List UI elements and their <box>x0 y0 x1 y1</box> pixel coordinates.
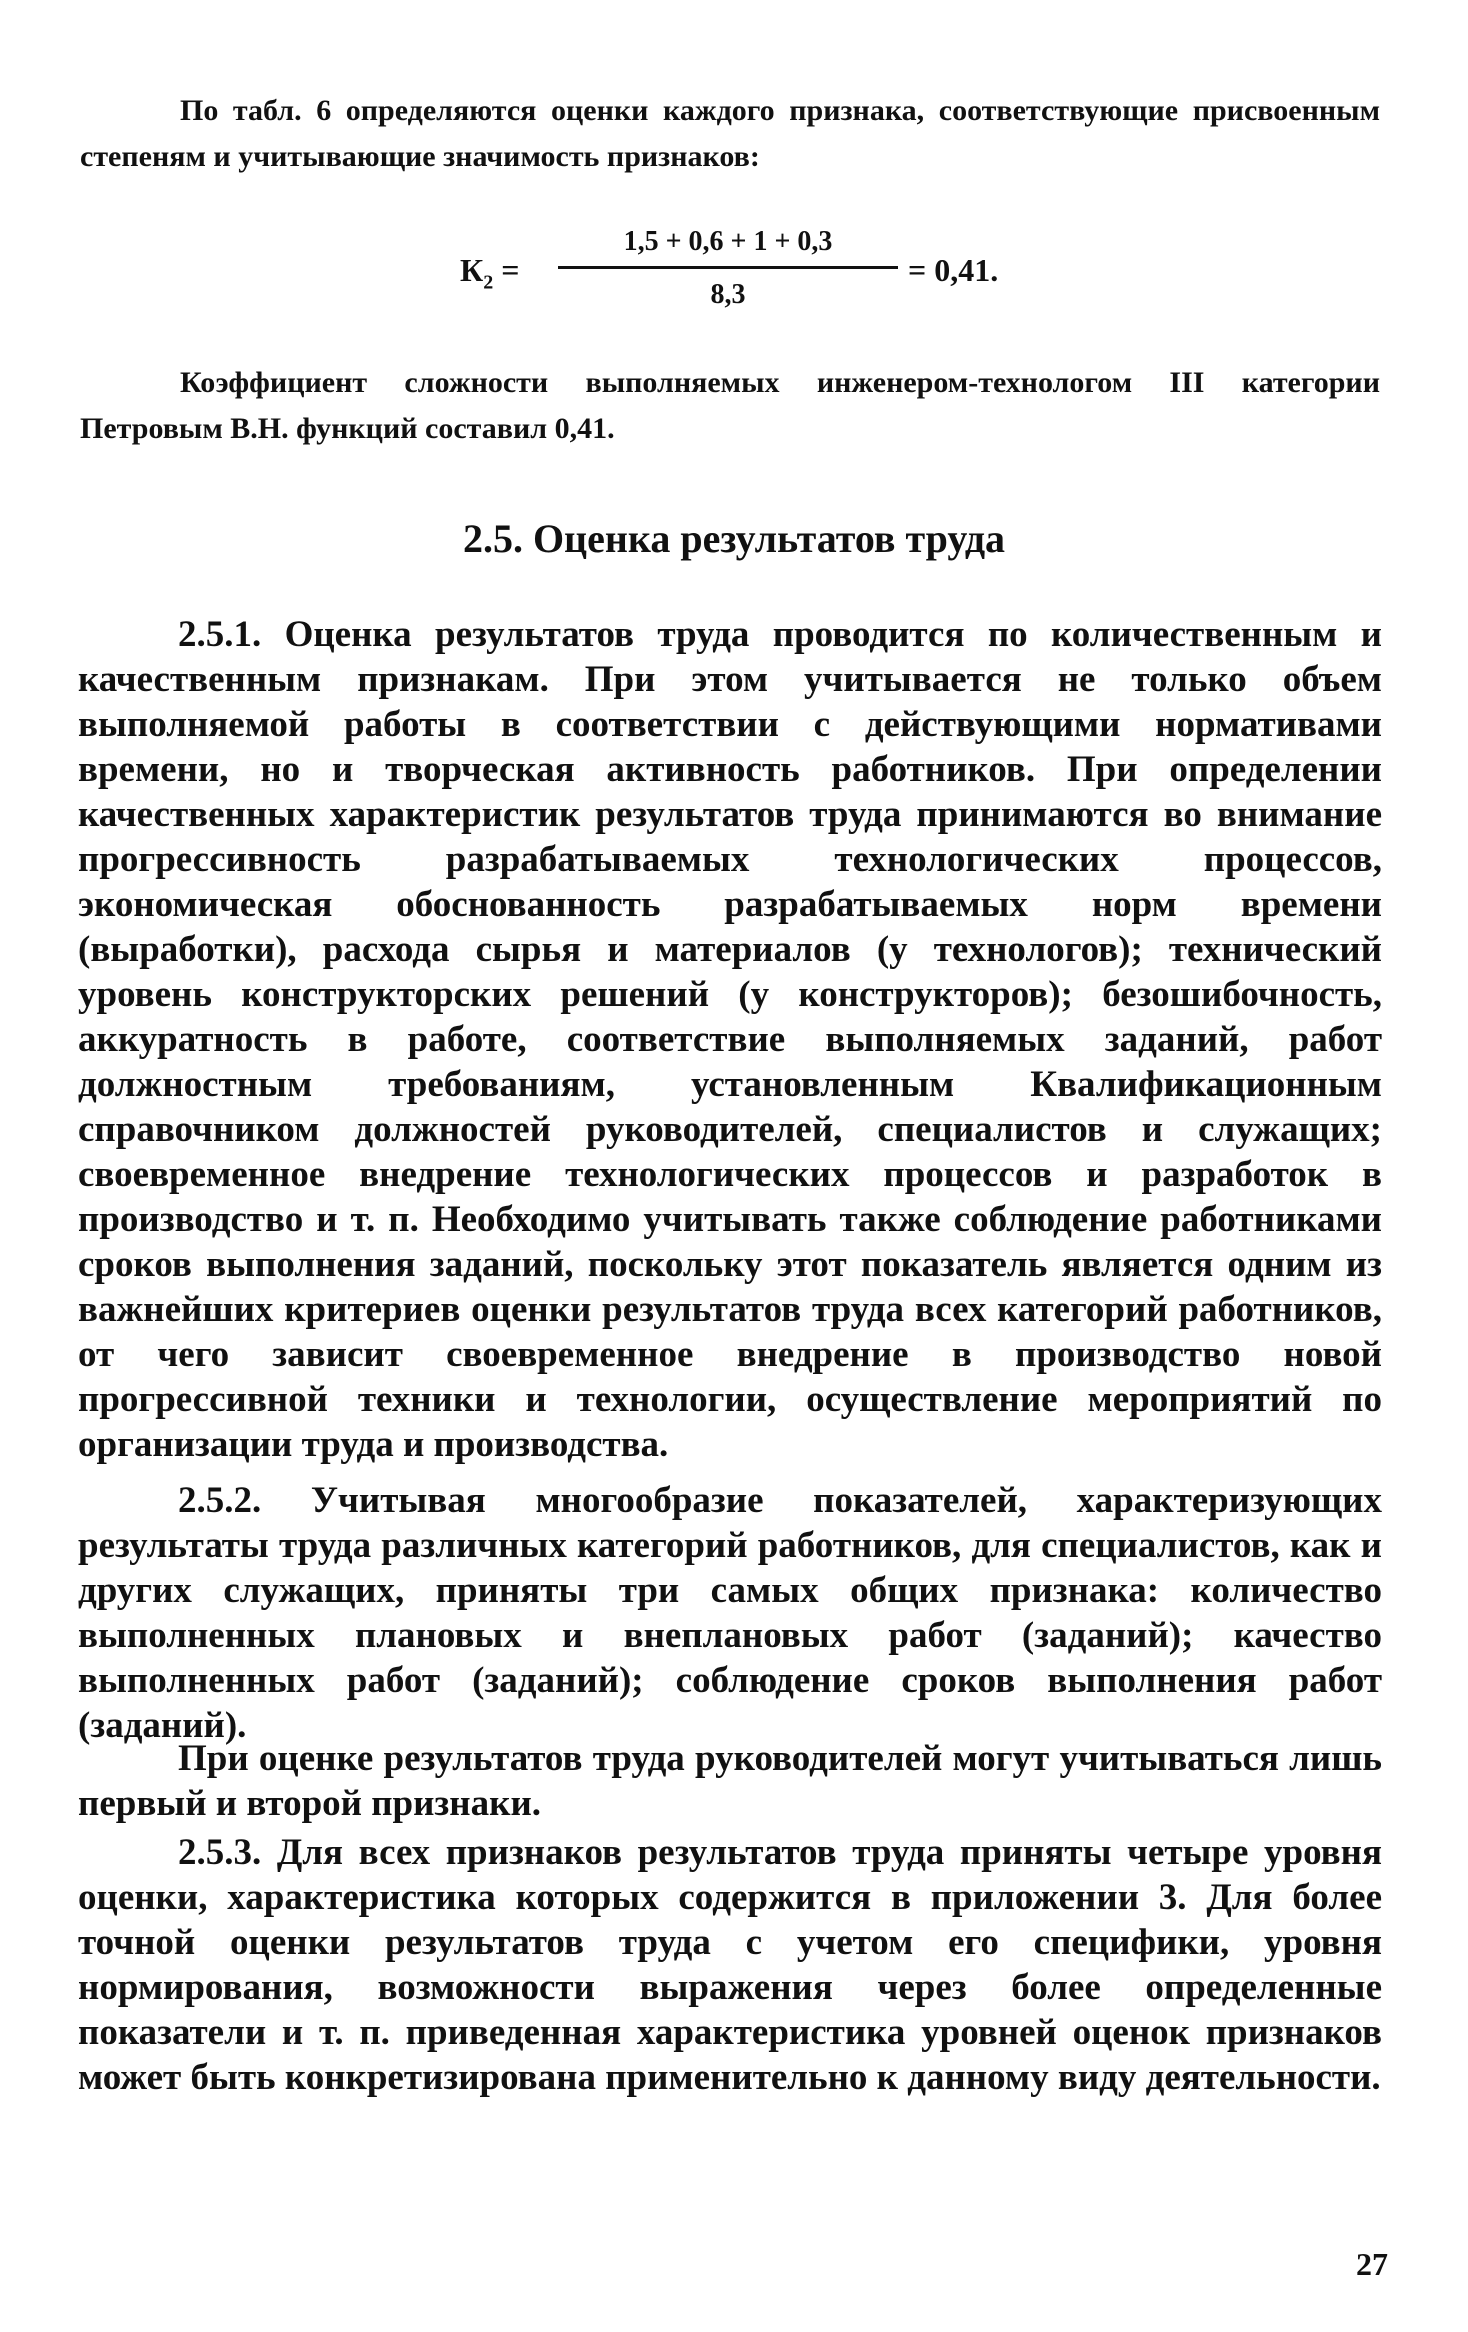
formula-denominator: 8,3 <box>710 279 746 310</box>
paragraph-managers: При оценке результатов труда руководителей могут учитываться лишь первый и второй признаки. <box>78 1738 1382 1824</box>
section-title: 2.5. Оценка результатов труда <box>462 516 1006 561</box>
paragraph-2-5-1: 2.5.1. Оценка результатов труда проводится по количественным и качественным признакам. При этом учитывается не только объем выполняемой работы в соответствии с действующими нормативами времени, но и творческая активность работников. При определении качественных характеристик результатов труда принимаются во внимание прогрессивность разрабатываемых технологических процессов, экономическая обоснованность разрабатываемых норм времени (выработки), расхода сырья и материалов (у технологов); технический уровень конструкторских решений (у конструкторов); безошибочность, аккуратность в работе, соответствие выполняемых заданий, работ должностным требованиям, установленным Квалификационным справочником должностей руководителей, специалистов и служащих; своевременное внедрение технологических процессов и разработок в производство и т. п. Необходимо учитывать также соблюдение работниками сроков выполнения заданий, поскольку этот показатель является одним из важнейших критериев оценки результатов труда всех категорий работников, от чего зависит своевременное внедрение в производство новой прогрессивной техники и технологии, осуществление мероприятий по организации труда и производства. <box>78 614 1382 1465</box>
formula-fraction <box>558 222 898 315</box>
intro-paragraph: По табл. 6 определяются оценки каждого признака, соответствующие присвоенным степеням и учитывающие значимость признаков: <box>80 94 1380 173</box>
formula-symbol: К <box>460 252 484 288</box>
formula-subscript: 2 <box>483 271 494 294</box>
formula-result: = 0,41. <box>908 252 999 288</box>
complexity-formula <box>460 222 1060 332</box>
conclusion-paragraph: Коэффициент сложности выполняемых инженером-технологом III категории Петровым В.Н. функций составил 0,41. <box>80 366 1380 445</box>
paragraph-2-5-3: 2.5.3. Для всех признаков результатов труда приняты четыре уровня оценки, характеристика которых содержится в приложении 3. Для более точной оценки результатов труда с учетом его специфики, уровня нормирования, возможности выражения через более определенные показатели и т. п. приведенная характеристика уровней оценок признаков может быть конкретизирована применительно к данному виду деятельности. <box>78 1832 1382 2098</box>
formula-numerator: 1,5 + 0,6 + 1 + 0,3 <box>623 226 833 257</box>
paragraph-2-5-2: 2.5.2. Учитывая многообразие показателей, характеризующих результаты труда различных категорий работников, для специалистов, как и других служащих, приняты три самых общих признака: количество выполненных плановых и внеплановых работ (заданий); качество выполненных работ (заданий); соблюдение сроков выполнения работ (заданий). <box>78 1480 1382 1746</box>
formula-equals: = <box>493 252 520 288</box>
fraction-bar <box>558 266 898 269</box>
page-number: 27 <box>1356 2246 1388 2282</box>
formula-lhs <box>460 252 519 294</box>
